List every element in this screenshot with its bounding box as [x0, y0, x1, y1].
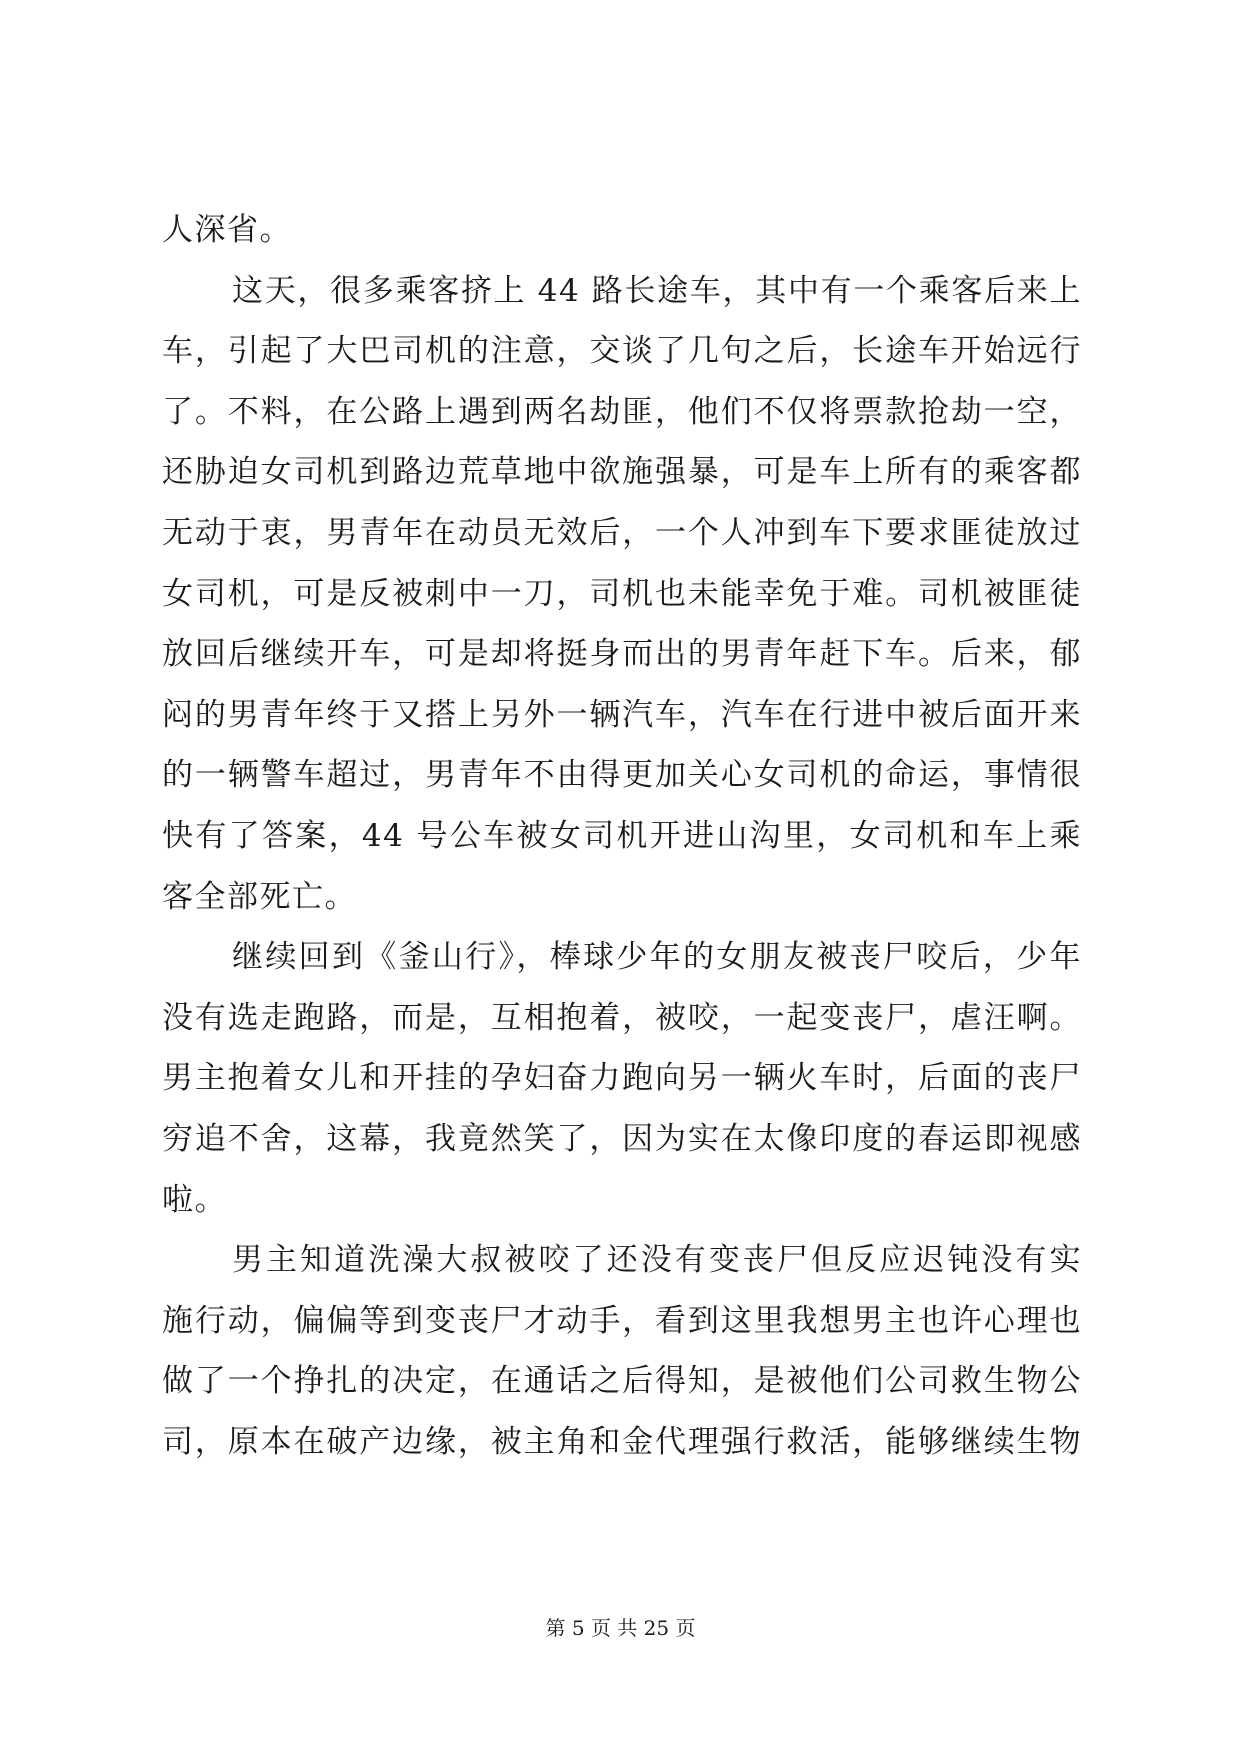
text-line: 女司机，可是反被刺中一刀，司机也未能幸免于难。司机被匪徒: [162, 575, 1082, 612]
text-line: 做了一个挣扎的决定，在通话之后得知，是被他们公司救生物公: [162, 1363, 1082, 1400]
text-line: 还胁迫女司机到路边荒草地中欲施强暴，可是车上所有的乘客都: [162, 454, 1082, 491]
text-line: 放回后继续开车，可是却将挺身而出的男青年赶下车。后来，郁: [162, 636, 1082, 673]
text-line: 快有了答案，44 号公车被女司机开进山沟里，女司机和车上乘: [162, 817, 1082, 854]
text-line: 车，引起了大巴司机的注意，交谈了几句之后，长途车开始远行: [162, 333, 1082, 370]
text-line: 啦。: [162, 1181, 227, 1218]
document-body: [162, 200, 1082, 1472]
text-line: 的一辆警车超过，男青年不由得更加关心女司机的命运，事情很: [162, 757, 1082, 794]
text-line: 没有选走跑路，而是，互相抱着，被咬，一起变丧尸，虐汪啊。: [162, 999, 1082, 1036]
text-line: 司，原本在破产边缘，被主角和金代理强行救活，能够继续生物: [162, 1423, 1082, 1460]
text-line: 客全部死亡。: [162, 878, 357, 915]
text-line: 人深省。: [162, 212, 292, 248]
text-line: 男主抱着女儿和开挂的孕妇奋力跑向另一辆火车时，后面的丧尸: [162, 1060, 1082, 1097]
text-line: 男主知道洗澡大叔被咬了还没有变丧尸但反应迟钝没有实: [232, 1242, 1082, 1279]
text-line: 继续回到《釜山行》，棒球少年的女朋友被丧尸咬后，少年: [232, 939, 1082, 976]
page-footer: 第 5 页 共 25 页: [545, 1616, 696, 1640]
text-line: 了。不料，在公路上遇到两名劫匪，他们不仅将票款抢劫一空，: [162, 393, 1082, 430]
text-line: 这天，很多乘客挤上 44 路长途车，其中有一个乘客后来上: [232, 272, 1082, 309]
text-line: 穷追不舍，这幕，我竟然笑了，因为实在太像印度的春运即视感: [162, 1120, 1082, 1157]
text-line: 无动于衷，男青年在动员无效后，一个人冲到车下要求匪徒放过: [162, 514, 1082, 551]
text-line: 闷的男青年终于又搭上另外一辆汽车，汽车在行进中被后面开来: [162, 696, 1082, 733]
text-line: 施行动，偏偏等到变丧尸才动手，看到这里我想男主也许心理也: [162, 1302, 1082, 1339]
